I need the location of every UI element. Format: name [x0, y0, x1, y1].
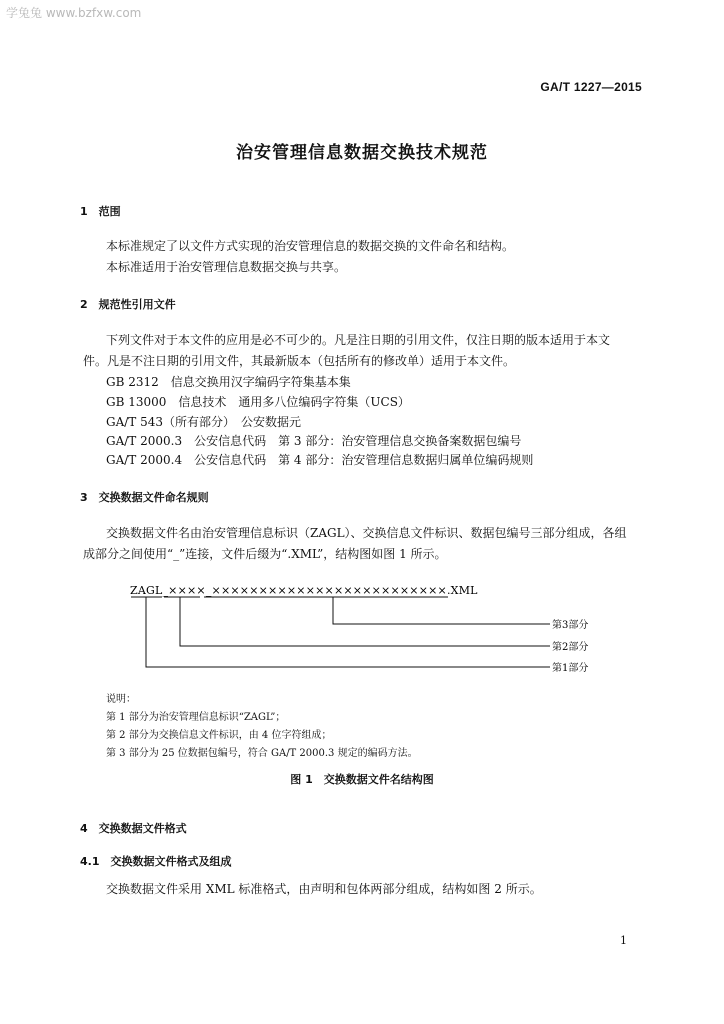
- reference-item: GA/T 543（所有部分） 公安数据元: [106, 415, 302, 429]
- reference-item: GA/T 2000.3 公安信息代码 第 3 部分：治安管理信息交换备案数据包编号: [106, 434, 522, 448]
- figure-note: 第 2 部分为交换信息文件标识，由 4 位字符组成；: [106, 730, 332, 741]
- reference-item: GB 13000 信息技术 通用多八位编码字符集（UCS）: [106, 395, 410, 409]
- section-4-heading: 4 交换数据文件格式: [80, 822, 187, 835]
- figure-caption: 图 1 交换数据文件名结构图: [290, 773, 434, 786]
- section-2-line: 件。凡是不注日期的引用文件，其最新版本（包括所有的修改单）适用于本文件。: [83, 354, 516, 368]
- reference-item: GB 2312 信息交换用汉字编码字符集基本集: [106, 375, 351, 389]
- section-3-line: 成部分之间使用“_”连接，文件后缀为“.XML”，结构图如图 1 所示。: [83, 547, 447, 561]
- section-2-heading: 2 规范性引用文件: [80, 298, 176, 311]
- section-1-line: 本标准适用于治安管理信息数据交换与共享。: [106, 260, 347, 274]
- figure-note-title: 说明：: [106, 694, 136, 705]
- part-2-label: 第2部分: [552, 642, 589, 653]
- section-1-heading: 1 范围: [80, 205, 121, 218]
- part-3-label: 第3部分: [552, 620, 589, 631]
- section-4-line: 交换数据文件采用 XML 标准格式，由声明和包体两部分组成，结构如图 2 所示。: [106, 882, 542, 896]
- page-number: 1: [620, 934, 627, 947]
- section-2-line: 下列文件对于本文件的应用是必不可少的。凡是注日期的引用文件，仅注日期的版本适用于本文: [106, 333, 611, 347]
- section-3-heading: 3 交换数据文件命名规则: [80, 491, 209, 504]
- watermark: 学兔兔 www.bzfxw.com: [6, 6, 142, 20]
- reference-item: GA/T 2000.4 公安信息代码 第 4 部分：治安管理信息数据归属单位编码规则: [106, 453, 534, 467]
- figure-note: 第 3 部分为 25 位数据包编号，符合 GA/T 2000.3 规定的编码方法。: [106, 748, 418, 759]
- part-3-leader: [333, 597, 550, 624]
- document-title: 治安管理信息数据交换技术规范: [236, 143, 488, 163]
- filename-pattern: ZAGL_××××_×××××××××××××××××××××××××.XML: [130, 584, 478, 597]
- section-3-line: 交换数据文件名由治安管理信息标识（ZAGL）、交换信息文件标识、数据包编号三部分组成，各组: [106, 526, 627, 540]
- section-4-1-heading: 4.1 交换数据文件格式及组成: [80, 855, 232, 868]
- part-2-leader: [180, 597, 550, 646]
- part-1-leader: [146, 597, 550, 667]
- standard-code: GA/T 1227—2015: [540, 80, 642, 94]
- figure-note: 第 1 部分为治安管理信息标识“ZAGL”；: [106, 712, 286, 723]
- part-1-label: 第1部分: [552, 663, 589, 674]
- section-1-line: 本标准规定了以文件方式实现的治安管理信息的数据交换的文件命名和结构。: [106, 239, 515, 253]
